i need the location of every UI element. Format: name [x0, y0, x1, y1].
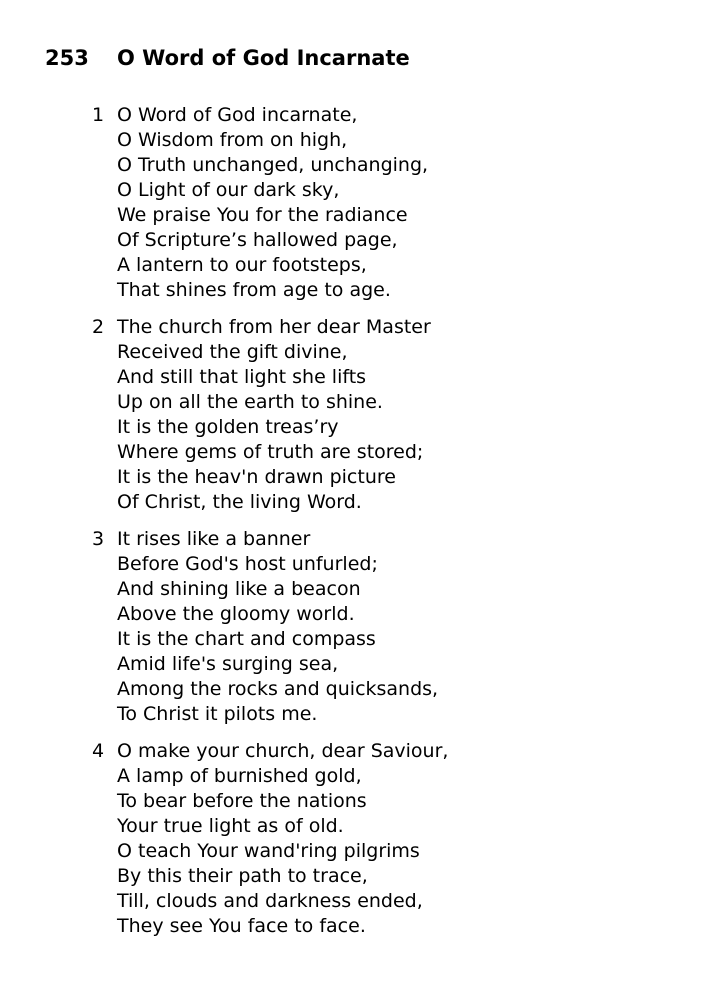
verse-3	[92, 527, 448, 727]
verse-number: 4	[92, 740, 105, 762]
verse-list	[92, 103, 448, 951]
verse-lines	[117, 527, 438, 727]
verse-line: And shining like a beacon	[117, 578, 361, 600]
verse-line: O make your church, dear Saviour,	[117, 740, 449, 762]
verse-line: To bear before the nations	[117, 790, 367, 812]
verse-line: And still that light she lifts	[117, 366, 367, 388]
verse-line: It rises like a banner	[117, 528, 311, 550]
verse-line: They see You face to face.	[117, 915, 366, 937]
verse-line: O Wisdom from on high,	[117, 129, 348, 151]
verse-line: Of Christ, the living Word.	[117, 491, 362, 513]
verse-line: It is the chart and compass	[117, 628, 376, 650]
verse-2	[92, 315, 448, 515]
verse-line: The church from her dear Master	[117, 316, 431, 338]
verse-line: O Word of God incarnate,	[117, 104, 358, 126]
verse-number: 1	[92, 104, 105, 126]
verse-1	[92, 103, 448, 303]
verse-line: Amid life's surging sea,	[117, 653, 339, 675]
verse-line: Your true light as of old.	[117, 815, 344, 837]
verse-number: 3	[92, 528, 105, 550]
verse-line: To Christ it pilots me.	[117, 703, 318, 725]
verse-line: That shines from age to age.	[117, 279, 391, 301]
verse-line: Till, clouds and darkness ended,	[117, 890, 423, 912]
verse-line: O teach Your wand'ring pilgrims	[117, 840, 420, 862]
verse-line: We praise You for the radiance	[117, 204, 408, 226]
verse-line: O Light of our dark sky,	[117, 179, 340, 201]
verse-line: Of Scripture’s hallowed page,	[117, 229, 398, 251]
verse-line: Among the rocks and quicksands,	[117, 678, 439, 700]
verse-line: A lamp of burnished gold,	[117, 765, 362, 787]
verse-lines	[117, 315, 431, 515]
verse-line: It is the heav'n drawn picture	[117, 466, 396, 488]
verse-line: By this their path to trace,	[117, 865, 368, 887]
verse-line: Up on all the earth to shine.	[117, 391, 383, 413]
verse-number: 2	[92, 316, 105, 338]
verse-line: A lantern to our footsteps,	[117, 254, 367, 276]
verse-4	[92, 739, 448, 939]
verse-line: Where gems of truth are stored;	[117, 441, 424, 463]
hymn-title: O Word of God Incarnate	[117, 46, 410, 70]
verse-line: It is the golden treas’ry	[117, 416, 339, 438]
verse-line: O Truth unchanged, unchanging,	[117, 154, 429, 176]
hymn-header	[45, 44, 410, 72]
verse-line: Received the gift divine,	[117, 341, 348, 363]
verse-lines	[117, 739, 448, 939]
verse-line: Above the gloomy world.	[117, 603, 355, 625]
verse-line: Before God's host unfurled;	[117, 553, 378, 575]
hymn-number: 253	[45, 46, 89, 70]
verse-lines	[117, 103, 428, 303]
